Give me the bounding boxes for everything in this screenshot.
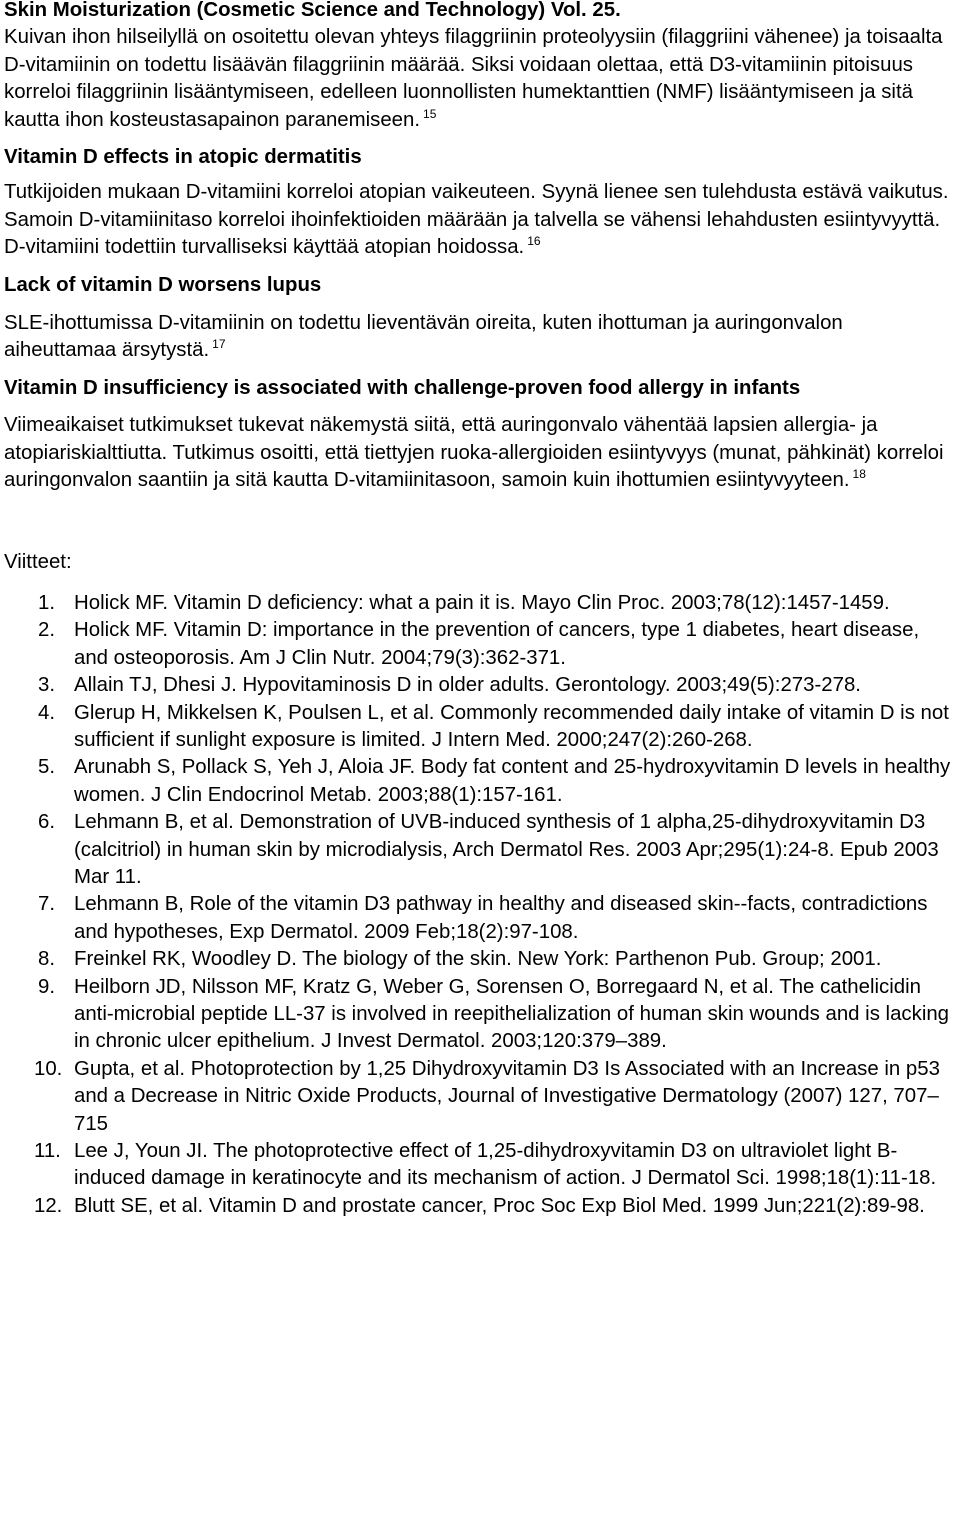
reference-number: 9. — [38, 975, 56, 998]
reference-number: 3. — [38, 674, 56, 697]
atopic-heading: Vitamin D effects in atopic dermatitis — [4, 146, 362, 169]
reference-item — [4, 700, 960, 755]
reference-text: Glerup H, Mikkelsen K, Poulsen L, et al. Commonly recommended daily intake of vitamin D is not sufficient if sunlight exposure is limited. J Intern Med. 2000;247(2):260-268. — [74, 701, 949, 751]
reference-text: Lehmann B, et al. Demonstration of UVB-induced synthesis of 1 alpha,25-dihydroxyvitamin D3 (calcitriol) in human skin by microdialysis, Arch Dermatol Res. 2003 Apr;295(1):24-8. Epub 2003 Mar 11. — [74, 811, 939, 888]
atopic-paragraph — [4, 179, 960, 261]
food-allergy-citation: 18 — [852, 467, 866, 482]
reference-item — [4, 1138, 960, 1193]
reference-item — [4, 809, 960, 891]
reference-number: 12. — [34, 1194, 63, 1217]
reference-number: 8. — [38, 948, 56, 971]
reference-item — [4, 672, 960, 699]
lupus-paragraph — [4, 310, 960, 365]
reference-item — [4, 590, 960, 617]
reference-text: Freinkel RK, Woodley D. The biology of the skin. New York: Parthenon Pub. Group; 2001. — [74, 948, 882, 971]
book-reference-line: Skin Moisturization (Cosmetic Science and Technology) Vol. 25. — [4, 0, 621, 21]
food-allergy-text: Viimeaikaiset tutkimukset tukevat näkemystä siitä, että auringonvalo vähentää lapsien allergia- ja atopiariskialttiutta. Tutkimus osoitti, että tiettyjen ruoka-allergioiden esiintyvyys (munat, pähkinät) korreloi auringonvalon saantiin ja sitä kautta D-vitamiinitasoon, samoin kuin ihottumien esiintyvyyteen. — [4, 414, 944, 492]
lupus-text: SLE-ihottumissa D-vitamiinin on todettu lieventävän oireita, kuten ihottuman ja auringonvalon aiheuttamaa ärsytystä. — [4, 312, 843, 362]
reference-number: 1. — [38, 591, 56, 614]
reference-item — [4, 1056, 960, 1138]
reference-item — [4, 1193, 960, 1220]
references-list — [4, 590, 960, 1220]
atopic-text: Tutkijoiden mukaan D-vitamiini korreloi atopian vaikeuteen. Syynä lienee sen tulehdusta estävä vaikutus. Samoin D-vitamiinitaso korreloi ihoinfektioiden määrään ja talvella se vähensi lehahdusten esiintyvyyttä. D-vitamiini todettiin turvalliseksi käyttää atopian hoidossa. — [4, 181, 949, 259]
reference-text: Allain TJ, Dhesi J. Hypovitaminosis D in older adults. Gerontology. 2003;49(5):273-278. — [74, 674, 861, 697]
reference-number: 5. — [38, 756, 56, 779]
intro-paragraph — [4, 24, 960, 134]
reference-item — [4, 617, 960, 672]
intro-text: Kuivan ihon hilseilyllä on osoitettu olevan yhteys filaggriinin proteolyysiin (filaggriini vähenee) ja toisaalta D-vitamiinin on todettu lisäävän filaggriinin määrää. Siksi voidaan olettaa, että D3-vitamiinin pitoisuus korreloi filaggriinin lisääntymiseen, edelleen luonnollisten humektanttien (NMF) lisääntymiseen ja sitä kautta ihon kosteustasapainon paranemiseen. — [4, 26, 943, 131]
reference-number: 7. — [38, 893, 56, 916]
reference-text: Holick MF. Vitamin D deficiency: what a pain it is. Mayo Clin Proc. 2003;78(12):1457-1459. — [74, 591, 890, 614]
reference-number: 2. — [38, 619, 56, 642]
reference-item — [4, 891, 960, 946]
lupus-citation: 17 — [212, 337, 226, 352]
references-title: Viitteet: — [4, 550, 72, 573]
reference-number: 10. — [34, 1057, 63, 1080]
reference-number: 4. — [38, 701, 56, 724]
reference-number: 6. — [38, 811, 56, 834]
reference-number: 11. — [34, 1140, 61, 1163]
reference-text: Lehmann B, Role of the vitamin D3 pathway in healthy and diseased skin--facts, contradictions and hypotheses, Exp Dermatol. 2009 Feb;18(2):97-108. — [74, 893, 928, 943]
food-allergy-heading: Vitamin D insufficiency is associated with challenge-proven food allergy in infants — [4, 376, 801, 399]
reference-text: Blutt SE, et al. Vitamin D and prostate cancer, Proc Soc Exp Biol Med. 1999 Jun;221(2):89-98. — [74, 1194, 925, 1217]
atopic-citation: 16 — [527, 234, 541, 249]
reference-text: Heilborn JD, Nilsson MF, Kratz G, Weber G, Sorensen O, Borregaard N, et al. The cathelicidin anti-microbial peptide LL-37 is involved in reepithelialization of human skin wounds and is lacking in chronic ulcer epithelium. J Invest Dermatol. 2003;120:379–389. — [74, 975, 950, 1053]
reference-text: Lee J, Youn JI. The photoprotective effect of 1,25-dihydroxyvitamin D3 on ultraviolet light B-induced damage in keratinocyte and its mechanism of action. J Dermatol Sci. 1998;18(1):11-18. — [74, 1140, 937, 1190]
reference-text: Gupta, et al. Photoprotection by 1,25 Dihydroxyvitamin D3 Is Associated with an Increase in p53 and a Decrease in Nitric Oxide Products, Journal of Investigative Dermatology (2007) 127, 707–715 — [74, 1057, 940, 1135]
lupus-heading: Lack of vitamin D worsens lupus — [4, 273, 322, 296]
reference-text: Arunabh S, Pollack S, Yeh J, Aloia JF. Body fat content and 25-hydroxyvitamin D levels in healthy women. J Clin Endocrinol Metab. 2003;88(1):157-161. — [74, 756, 951, 806]
reference-item — [4, 946, 960, 973]
reference-text: Holick MF. Vitamin D: importance in the prevention of cancers, type 1 diabetes, heart disease, and osteoporosis. Am J Clin Nutr. 2004;79(3):362-371. — [74, 619, 920, 669]
food-allergy-paragraph — [4, 412, 960, 494]
reference-item — [4, 974, 960, 1056]
reference-item — [4, 754, 960, 809]
intro-citation: 15 — [423, 106, 437, 121]
